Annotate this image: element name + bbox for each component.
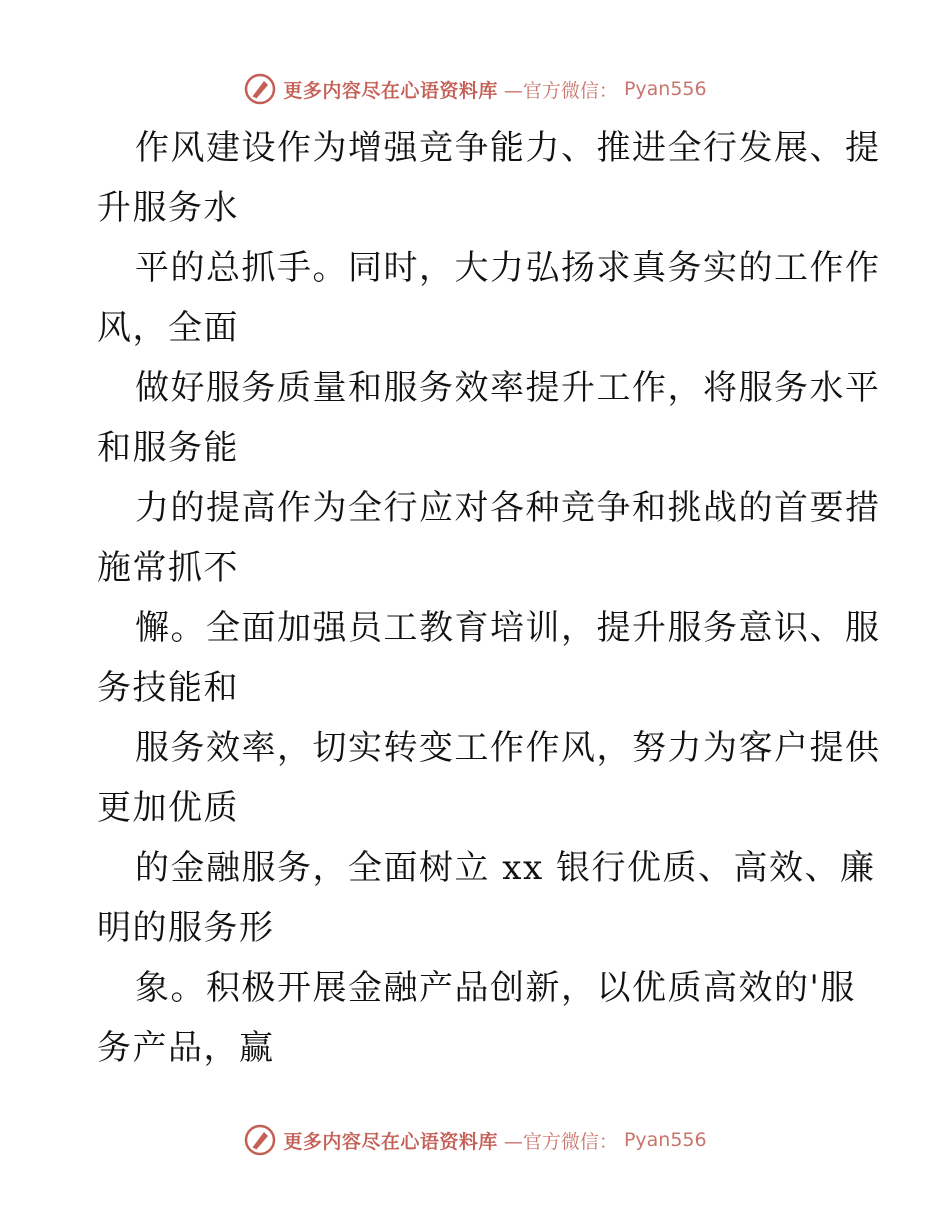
text-line: 象。积极开展金融产品创新，以优质高效的'服 xyxy=(135,968,856,1008)
text-line: 作风建设作为增强竞争能力、推进全行发展、提 xyxy=(135,128,881,168)
document-body xyxy=(97,118,881,1078)
text-line: 的金融服务，全面树立 xx 银行优质、高效、廉 xyxy=(135,848,876,888)
pen-nib-icon xyxy=(243,1123,277,1157)
footer-watermark xyxy=(0,1123,950,1157)
text-line: 做好服务质量和服务效率提升工作，将服务水平 xyxy=(135,368,881,408)
text-line: 务产品，赢 xyxy=(97,1028,275,1068)
text-line: 懈。全面加强员工教育培训，提升服务意识、服 xyxy=(135,608,881,648)
watermark-main-text: 更多内容尽在心语资料库 xyxy=(283,79,498,102)
watermark-sub-text: —官方微信： xyxy=(503,79,618,102)
text-line: 和服务能 xyxy=(97,428,239,468)
text-line: 力的提高作为全行应对各种竞争和挑战的首要措 xyxy=(135,488,881,528)
text-line: 服务效率，切实转变工作作风，努力为客户提供 xyxy=(135,728,881,768)
watermark-id-text: Pyan556 xyxy=(623,78,707,100)
text-line: 风，全面 xyxy=(97,308,239,348)
text-line: 施常抓不 xyxy=(97,548,239,588)
header-watermark xyxy=(0,72,950,106)
pen-nib-icon xyxy=(243,72,277,106)
text-line: 平的总抓手。同时，大力弘扬求真务实的工作作 xyxy=(135,248,881,288)
watermark-id-text: Pyan556 xyxy=(623,1129,707,1151)
text-line: 明的服务形 xyxy=(97,908,275,948)
watermark-main-text: 更多内容尽在心语资料库 xyxy=(283,1130,498,1153)
text-line: 更加优质 xyxy=(97,788,239,828)
text-line: 升服务水 xyxy=(97,188,239,228)
text-line: 务技能和 xyxy=(97,668,239,708)
watermark-sub-text: —官方微信： xyxy=(503,1130,618,1153)
